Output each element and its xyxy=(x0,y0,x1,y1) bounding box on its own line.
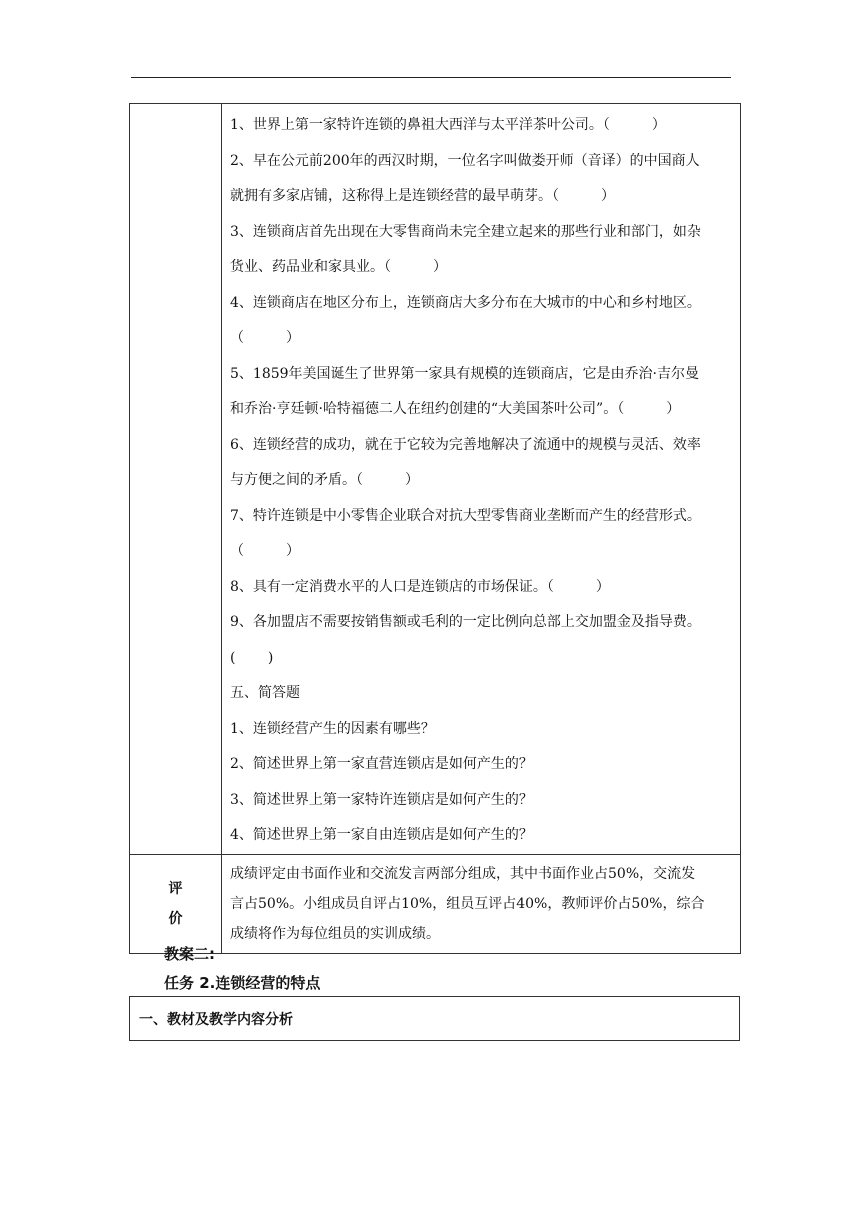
lesson-plan-heading: 教案二: xyxy=(164,945,215,963)
lesson-table xyxy=(129,103,741,954)
evaluation-label-1: 评 xyxy=(168,880,183,897)
question-line: 6、连锁经营的成功，就在于它较为完善地解决了流通中的规模与灵活、效率 xyxy=(230,436,701,453)
question-line: 3、简述世界上第一家特许连锁店是如何产生的？ xyxy=(230,791,533,808)
questions-cell xyxy=(222,104,741,855)
evaluation-label-2: 价 xyxy=(168,910,183,927)
evaluation-text-cell xyxy=(222,854,741,953)
question-line: 就拥有多家店铺，这称得上是连锁经营的最早萌芽。（ ） xyxy=(230,188,615,204)
questions-row xyxy=(130,104,741,855)
evaluation-row xyxy=(130,854,741,953)
question-line: 五、简答题 xyxy=(230,685,300,701)
question-line: 4、连锁商店在地区分布上，连锁商店大多分布在大城市的中心和乡村地区。 xyxy=(230,294,701,311)
question-line: 货业、药品业和家具业。（ ） xyxy=(230,259,447,275)
question-line: 9、各加盟店不需要按销售额或毛利的一定比例向总部上交加盟金及指导费。 xyxy=(230,614,701,630)
page-header-rule xyxy=(131,77,731,78)
analysis-section-box xyxy=(129,996,740,1041)
question-line: 1、世界上第一家特许连锁的鼻祖大西洋与太平洋茶叶公司。（ ） xyxy=(230,117,666,133)
analysis-section-label: 一、教材及教学内容分析 xyxy=(139,1012,293,1028)
question-line: 7、特许连锁是中小零售企业联合对抗大型零售商业垄断而产生的经营形式。 xyxy=(230,507,701,524)
evaluation-label-cell xyxy=(130,854,222,953)
question-line: 和乔治·亨廷顿·哈特福德二人在纽约创建的“大美国茶叶公司”。（ ） xyxy=(230,401,681,417)
evaluation-line: 成绩将作为每位组员的实训成绩。 xyxy=(230,925,440,942)
question-line: 2、简述世界上第一家直营连锁店是如何产生的？ xyxy=(230,756,533,772)
question-line: 2、早在公元前200年的西汉时期，一位名字叫做娄开师（音译）的中国商人 xyxy=(230,152,700,169)
question-line: （ ） xyxy=(230,330,300,346)
questions-label-cell xyxy=(130,104,222,855)
evaluation-line: 言占50%。小组成员自评占10%，组员互评占40%，教师评价占50%，综合 xyxy=(230,895,705,912)
task-title: 任务 2.连锁经营的特点 xyxy=(164,974,321,992)
evaluation-line: 成绩评定由书面作业和交流发言两部分组成，其中书面作业占50%，交流发 xyxy=(230,865,696,882)
question-line: 8、具有一定消费水平的人口是连锁店的市场保证。（ ） xyxy=(230,578,610,595)
question-line: 3、连锁商店首先出现在大零售商尚未完全建立起来的那些行业和部门，如杂 xyxy=(230,223,701,240)
question-list xyxy=(230,108,732,854)
question-line: 与方便之间的矛盾。（ ） xyxy=(230,472,419,488)
question-line: 4、简述世界上第一家自由连锁店是如何产生的？ xyxy=(230,827,533,843)
question-line: （ ） xyxy=(230,543,300,559)
question-line: 1、连锁经营产生的因素有哪些？ xyxy=(230,720,435,737)
question-line: 5、1859年美国诞生了世界第一家具有规模的连锁商店，它是由乔治·吉尔曼 xyxy=(230,365,699,382)
question-line: ( ) xyxy=(230,649,274,666)
